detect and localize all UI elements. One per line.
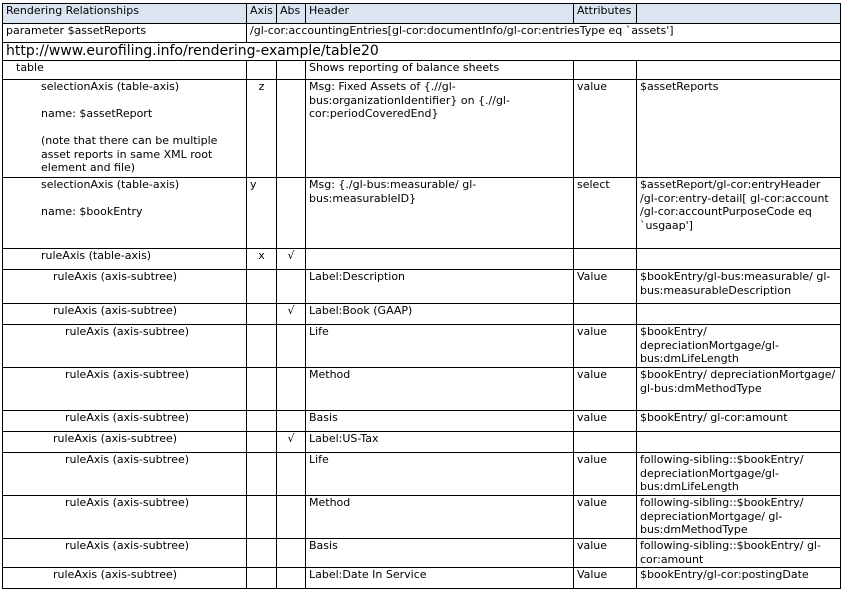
axis-cell bbox=[247, 539, 277, 568]
header-axis: Axis bbox=[247, 4, 277, 24]
value-cell bbox=[637, 432, 841, 453]
value-cell bbox=[637, 249, 841, 270]
attr-cell: Value bbox=[574, 568, 637, 589]
axis-cell bbox=[247, 270, 277, 304]
attr-cell: value bbox=[574, 80, 637, 178]
table-row bbox=[3, 178, 841, 249]
axis-cell bbox=[247, 411, 277, 432]
parameter-label: parameter $assetReports bbox=[3, 24, 247, 43]
attr-cell: value bbox=[574, 496, 637, 539]
header-cell: Msg: Fixed Assets of {.//gl-bus:organizationIdentifier} on {.//gl-cor:periodCoveredEnd} bbox=[306, 80, 574, 178]
axis-cell bbox=[247, 304, 277, 325]
table-row bbox=[3, 368, 841, 411]
header-rendering-relationships: Rendering Relationships bbox=[3, 4, 247, 24]
value-cell bbox=[637, 304, 841, 325]
table-url: http://www.eurofiling.info/rendering-example/table20 bbox=[3, 43, 841, 61]
header-cell: Label:Description bbox=[306, 270, 574, 304]
table-row bbox=[3, 568, 841, 589]
value-cell: $bookEntry/ depreciationMortgage/ gl-bus:dmMethodType bbox=[637, 368, 841, 411]
axis-cell: y bbox=[247, 178, 277, 249]
abs-cell bbox=[277, 368, 306, 411]
rel-cell: ruleAxis (axis-subtree) bbox=[3, 539, 247, 568]
header-cell: Msg: {./gl-bus:measurable/ gl-bus:measurableID} bbox=[306, 178, 574, 249]
rel-cell: ruleAxis (axis-subtree) bbox=[3, 270, 247, 304]
value-cell: $assetReport/gl-cor:entryHeader /gl-cor:entry-detail[ gl-cor:account /gl-cor:accountPurposeCode eq `usgaap'] bbox=[637, 178, 841, 249]
abs-cell bbox=[277, 178, 306, 249]
axis-cell bbox=[247, 61, 277, 80]
value-cell bbox=[637, 61, 841, 80]
header-cell: Method bbox=[306, 496, 574, 539]
table-row bbox=[3, 61, 841, 80]
axis-cell bbox=[247, 368, 277, 411]
attr-cell: value bbox=[574, 453, 637, 496]
rel-cell: ruleAxis (axis-subtree) bbox=[3, 496, 247, 539]
attr-cell bbox=[574, 304, 637, 325]
rel-cell: table bbox=[3, 61, 247, 80]
axis-cell: x bbox=[247, 249, 277, 270]
attr-cell: Value bbox=[574, 270, 637, 304]
header-attributes: Attributes bbox=[574, 4, 637, 24]
abs-cell bbox=[277, 453, 306, 496]
header-cell: Basis bbox=[306, 411, 574, 432]
abs-cell bbox=[277, 496, 306, 539]
table-row bbox=[3, 453, 841, 496]
rel-cell: ruleAxis (axis-subtree) bbox=[3, 432, 247, 453]
attr-cell bbox=[574, 61, 637, 80]
abs-cell bbox=[277, 411, 306, 432]
header-value bbox=[637, 4, 841, 24]
value-cell: $bookEntry/ depreciationMortgage/gl-bus:dmLifeLength bbox=[637, 325, 841, 368]
header-cell: Life bbox=[306, 325, 574, 368]
abs-cell: √ bbox=[277, 432, 306, 453]
abs-cell: √ bbox=[277, 249, 306, 270]
url-row bbox=[3, 43, 841, 61]
rel-cell: ruleAxis (axis-subtree) bbox=[3, 411, 247, 432]
attr-cell bbox=[574, 432, 637, 453]
table-row bbox=[3, 304, 841, 325]
header-cell: Label:Book (GAAP) bbox=[306, 304, 574, 325]
rel-cell: ruleAxis (table-axis) bbox=[3, 249, 247, 270]
header-abs: Abs bbox=[277, 4, 306, 24]
value-cell: $assetReports bbox=[637, 80, 841, 178]
value-cell: $bookEntry/ gl-cor:amount bbox=[637, 411, 841, 432]
rel-cell: ruleAxis (axis-subtree) bbox=[3, 453, 247, 496]
abs-cell bbox=[277, 61, 306, 80]
value-cell: following-sibling::$bookEntry/ depreciationMortgage/ gl-bus:dmMethodType bbox=[637, 496, 841, 539]
abs-cell bbox=[277, 325, 306, 368]
value-cell: following-sibling::$bookEntry/ gl-cor:amount bbox=[637, 539, 841, 568]
header-cell bbox=[306, 249, 574, 270]
rendering-relationships-table bbox=[2, 3, 841, 589]
axis-cell bbox=[247, 568, 277, 589]
header-header: Header bbox=[306, 4, 574, 24]
abs-cell bbox=[277, 80, 306, 178]
table-row bbox=[3, 270, 841, 304]
parameter-row bbox=[3, 24, 841, 43]
attr-cell bbox=[574, 249, 637, 270]
table-header-row bbox=[3, 4, 841, 24]
value-cell: following-sibling::$bookEntry/ depreciationMortgage/gl-bus:dmLifeLength bbox=[637, 453, 841, 496]
abs-cell bbox=[277, 539, 306, 568]
table-row bbox=[3, 80, 841, 178]
attr-cell: value bbox=[574, 325, 637, 368]
header-cell: Method bbox=[306, 368, 574, 411]
axis-cell: z bbox=[247, 80, 277, 178]
rel-cell: ruleAxis (axis-subtree) bbox=[3, 304, 247, 325]
table-row bbox=[3, 325, 841, 368]
table-row bbox=[3, 432, 841, 453]
attr-cell: value bbox=[574, 368, 637, 411]
rel-cell: ruleAxis (axis-subtree) bbox=[3, 368, 247, 411]
value-cell: $bookEntry/gl-cor:postingDate bbox=[637, 568, 841, 589]
abs-cell bbox=[277, 568, 306, 589]
table-row bbox=[3, 249, 841, 270]
axis-cell bbox=[247, 453, 277, 496]
abs-cell bbox=[277, 270, 306, 304]
header-cell: Label:US-Tax bbox=[306, 432, 574, 453]
header-cell: Label:Date In Service bbox=[306, 568, 574, 589]
attr-cell: value bbox=[574, 539, 637, 568]
header-cell: Life bbox=[306, 453, 574, 496]
table-row bbox=[3, 496, 841, 539]
value-cell: $bookEntry/gl-bus:measurable/ gl-bus:measurableDescription bbox=[637, 270, 841, 304]
axis-cell bbox=[247, 496, 277, 539]
rel-cell: ruleAxis (axis-subtree) bbox=[3, 568, 247, 589]
parameter-value: /gl-cor:accountingEntries[gl-cor:documentInfo/gl-cor:entriesType eq `assets'] bbox=[247, 24, 841, 43]
rel-cell: ruleAxis (axis-subtree) bbox=[3, 325, 247, 368]
rel-cell: selectionAxis (table-axis) name: $assetReport (note that there can be multiple asset reports in same XML root element and file) bbox=[41, 80, 218, 174]
axis-cell bbox=[247, 432, 277, 453]
table-row bbox=[3, 539, 841, 568]
abs-cell: √ bbox=[277, 304, 306, 325]
table-row bbox=[3, 411, 841, 432]
attr-cell: value bbox=[574, 411, 637, 432]
rel-cell: selectionAxis (table-axis) name: $bookEntry bbox=[41, 178, 180, 218]
header-cell: Basis bbox=[306, 539, 574, 568]
header-cell: Shows reporting of balance sheets bbox=[306, 61, 574, 80]
attr-cell: select bbox=[574, 178, 637, 249]
axis-cell bbox=[247, 325, 277, 368]
